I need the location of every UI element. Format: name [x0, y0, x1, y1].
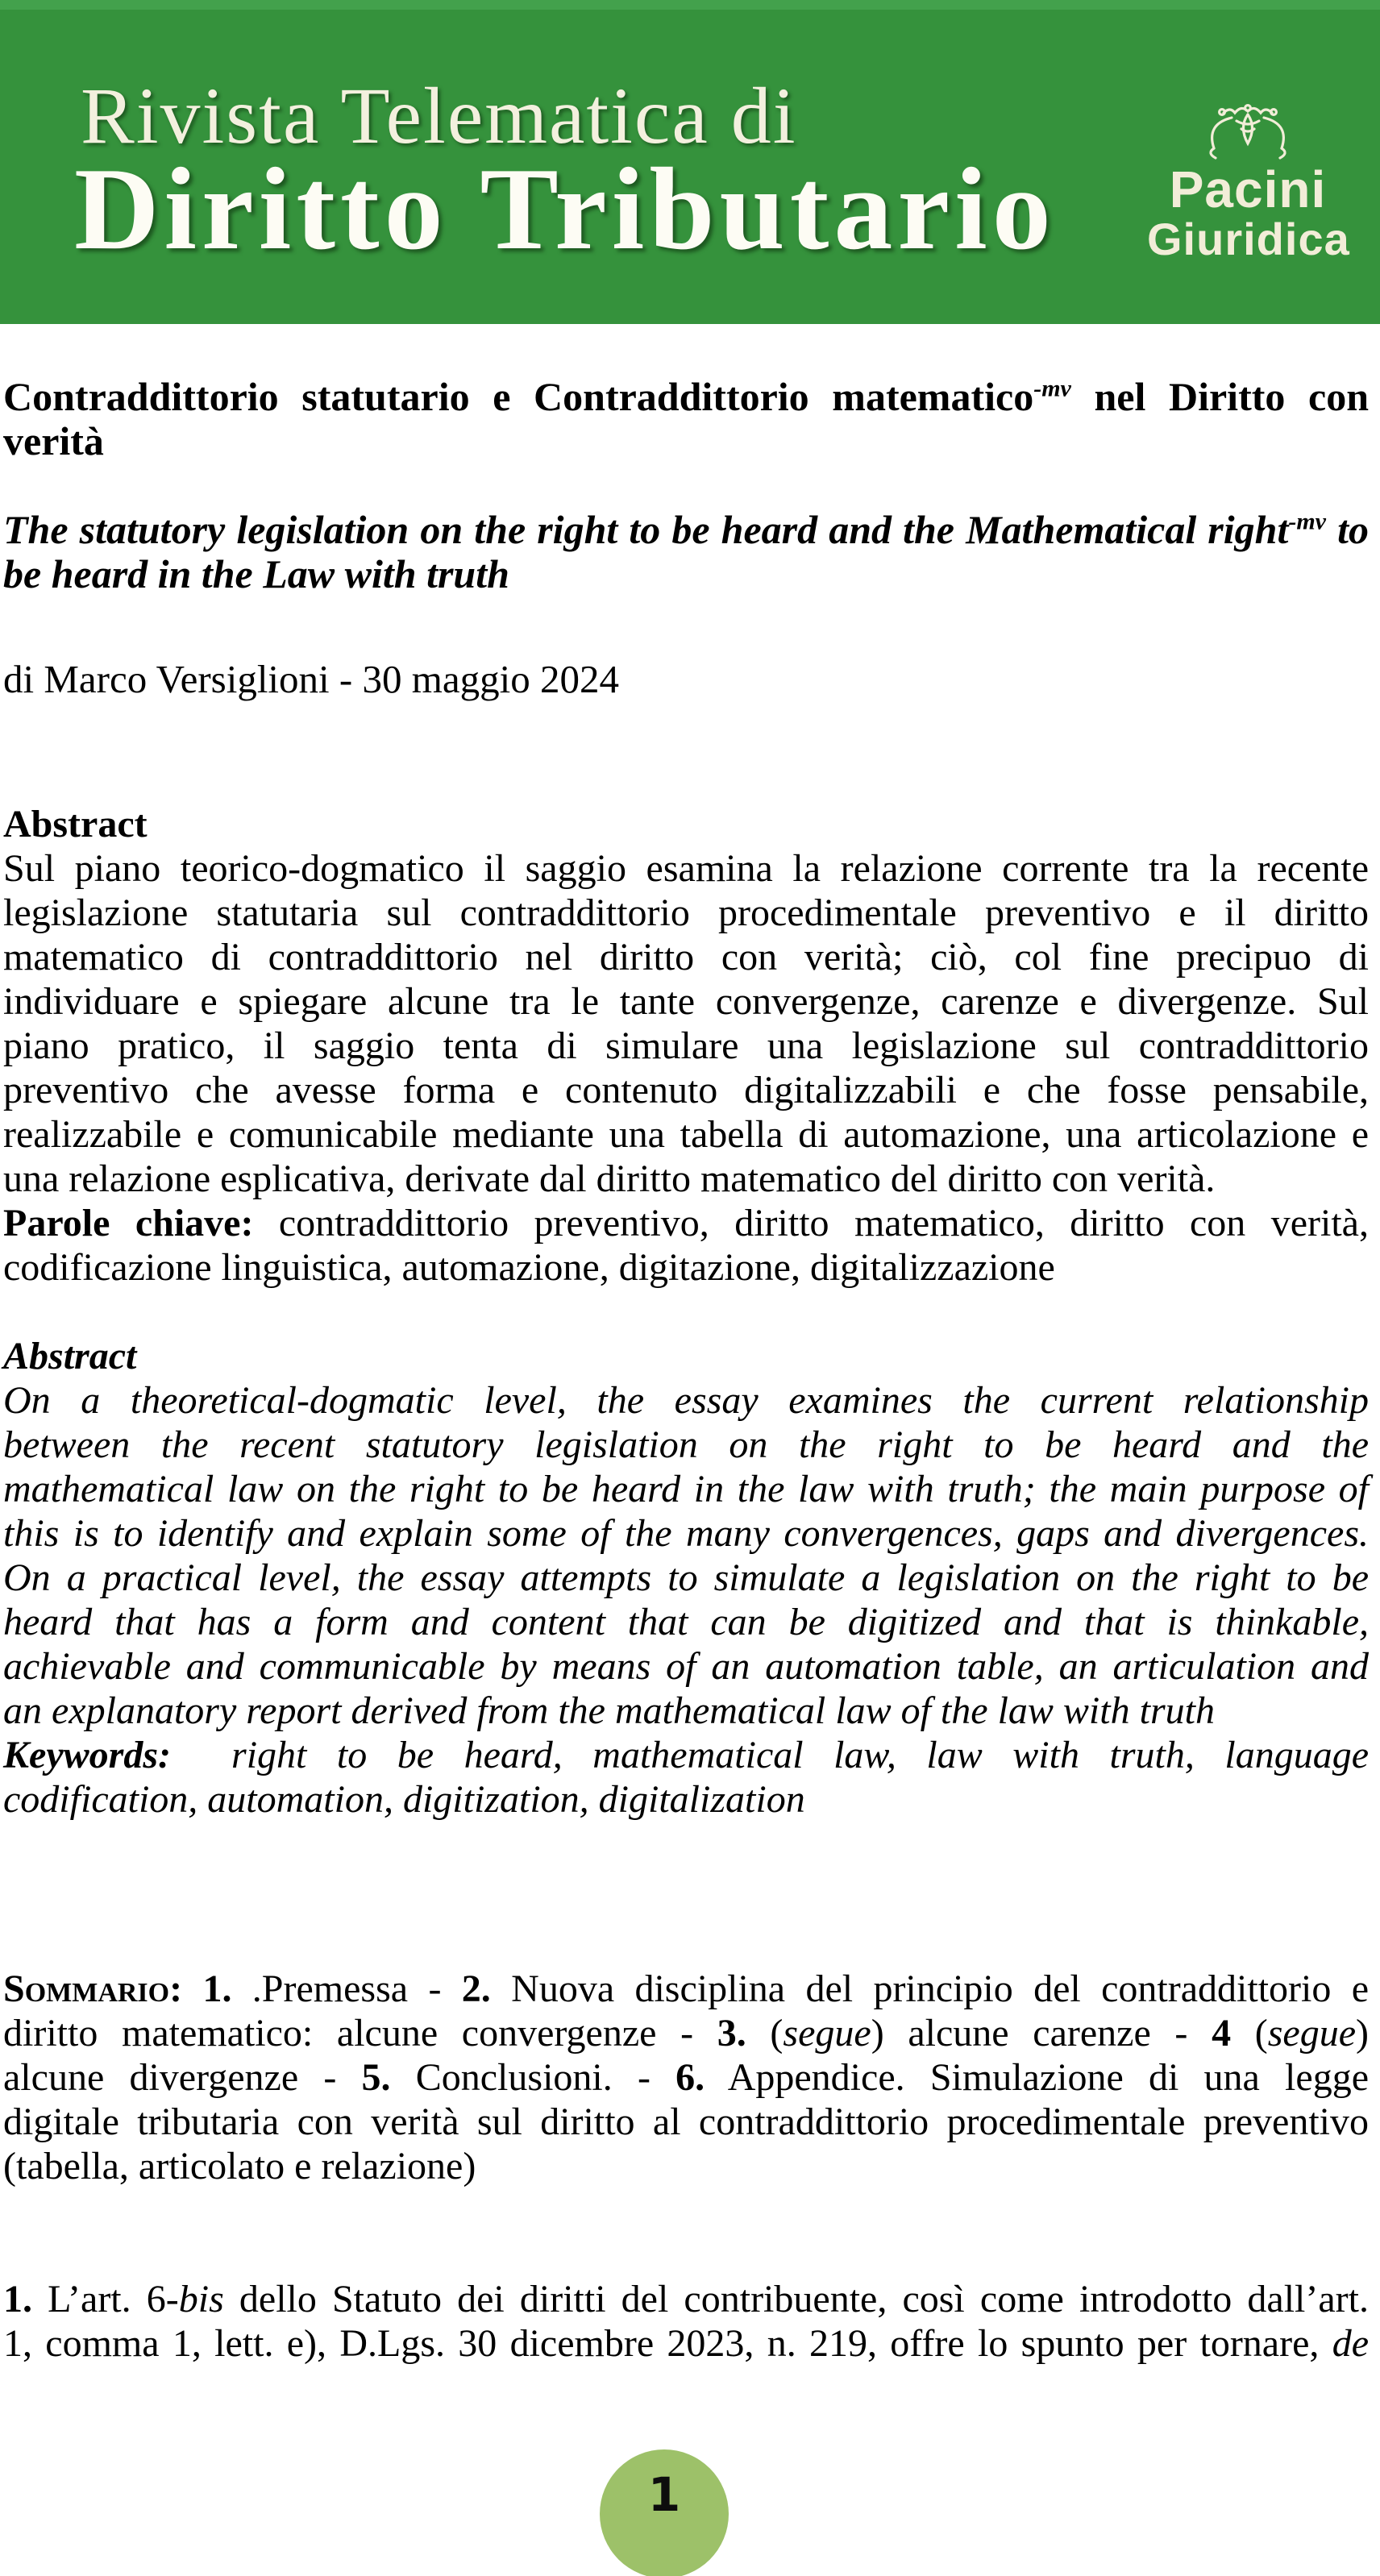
text-run: ) — [1356, 2012, 1370, 2055]
text-line — [3, 1157, 1369, 1201]
text-line — [3, 1511, 1369, 1556]
publisher-logo — [1147, 102, 1349, 262]
text-line — [3, 1423, 1369, 1467]
text-run: contraddittorio preventivo, diritto matematico, diritto con verità, — [253, 1202, 1369, 1244]
text-run: to — [1326, 507, 1369, 552]
text-run: be heard in the Law with truth — [3, 551, 509, 596]
text-run: 5. — [361, 2056, 391, 2099]
text-run: -mv — [1288, 508, 1326, 535]
text-run: between the recent statutory legislation on the right to be heard and the — [3, 1423, 1369, 1466]
sommario-outline — [3, 1967, 1369, 2188]
text-run: 1. — [3, 2278, 32, 2320]
text-run: Appendice. Simulazione di una legge — [705, 2056, 1369, 2099]
text-run: ) alcune carenze - — [871, 2012, 1212, 2055]
text-run: una relazione esplicativa, derivate dal diritto matematico del diritto con verità. — [3, 1157, 1216, 1200]
page-number: 1 — [647, 2467, 681, 2522]
pacini-crest-icon — [1195, 102, 1301, 161]
text-run: achievable and communicable by means of an automation table, an articulation and — [3, 1645, 1369, 1688]
text-run: this is to identify and explain some of the many convergences, gaps and divergences. — [3, 1512, 1369, 1555]
text-line — [3, 1112, 1369, 1157]
text-line — [3, 2055, 1369, 2100]
text-line — [3, 2011, 1369, 2055]
text-run: 6. — [675, 2056, 705, 2099]
text-run: The statutory legislation on the right to be heard and the Mathematical right — [3, 507, 1289, 552]
text-run: individuare e spiegare alcune tra le tante convergenze, carenze e divergenze. Sul — [3, 980, 1369, 1023]
text-run: de — [1332, 2322, 1369, 2365]
text-line — [3, 979, 1369, 1024]
text-run: dello Statuto dei diritti del contribuente, così come introdotto dall’art. — [223, 2278, 1369, 2320]
text-run: heard that has a form and content that can be digitized and that is thinkable, — [3, 1601, 1369, 1643]
text-line — [3, 1689, 1369, 1733]
text-run: Nuova disciplina del principio del contraddittorio e — [490, 1967, 1370, 2010]
text-run: ( — [1231, 2012, 1268, 2055]
text-run: bis — [178, 2278, 224, 2320]
text-run: mathematical law on the right to be heard in the law with truth; the main purpose of — [3, 1468, 1369, 1510]
text-line — [3, 1600, 1369, 1644]
abstract-english-paragraph — [3, 1378, 1369, 1733]
page-number-badge — [600, 2449, 729, 2576]
text-run: digitale tributaria con verità sul diritto al contraddittorio procedimentale preventivo — [3, 2100, 1369, 2143]
text-run: diritto matematico: alcune convergenze - — [3, 2012, 717, 2055]
text-run: Conclusioni. - — [390, 2056, 676, 2099]
keywords-italian — [3, 1201, 1369, 1290]
text-run: (tabella, articolato e relazione) — [3, 2145, 476, 2188]
text-line — [3, 419, 1369, 463]
abstract-italian-paragraph — [3, 846, 1369, 1201]
text-run: legislazione statutaria sul contraddittorio procedimentale preventivo e il diritto — [3, 891, 1369, 934]
text-run: an explanatory report derived from the mathematical law of the law with truth — [3, 1689, 1215, 1732]
text-run: 1, comma 1, lett. e), D.Lgs. 30 dicembre 2023, n. 219, offre lo spunto per tornare, — [3, 2322, 1332, 2365]
article-content — [0, 375, 1380, 2366]
article-title-english — [3, 508, 1369, 596]
text-run: right to be heard, mathematical law, law with truth, language — [170, 1734, 1369, 1776]
text-run: codification, automation, digitization, digitalization — [3, 1778, 805, 1821]
text-run: segue — [1267, 2012, 1357, 2055]
text-run: codificazione linguistica, automazione, digitazione, digitalizzazione — [3, 1246, 1055, 1289]
text-run: nel Diritto con — [1070, 374, 1370, 419]
text-run: On a practical level, the essay attempts to simulate a legislation on the right to be — [3, 1556, 1369, 1599]
text-line — [3, 1024, 1369, 1068]
text-line — [3, 935, 1369, 979]
text-run: -mv — [1033, 375, 1071, 402]
text-line — [3, 552, 1369, 596]
journal-banner — [0, 0, 1380, 324]
text-line — [3, 891, 1369, 935]
text-run: Sommario: — [3, 1967, 183, 2010]
text-line — [3, 1733, 1369, 1777]
abstract-english-heading: Abstract — [3, 1335, 137, 1377]
byline: di Marco Versiglioni - 30 maggio 2024 — [3, 657, 619, 701]
text-line — [3, 2100, 1369, 2144]
text-run: Sul piano teorico-dogmatico il saggio esamina la relazione corrente tra la recente — [3, 847, 1369, 890]
text-run: realizzabile e comunicabile mediante una tabella di automazione, una articolazione e — [3, 1113, 1369, 1156]
article-title-italian — [3, 375, 1369, 463]
text-run: matematico di contraddittorio nel diritto con verità; ciò, col fine precipuo di — [3, 936, 1369, 978]
text-line — [3, 2321, 1369, 2366]
abstract-italian-heading: Abstract — [3, 803, 148, 846]
text-line — [3, 2277, 1369, 2321]
text-line — [3, 1201, 1369, 1245]
text-run: segue — [783, 2012, 871, 2055]
journal-name-line2: Diritto Tributario — [74, 143, 1056, 274]
text-line — [3, 1967, 1369, 2011]
text-run: L’art. 6- — [32, 2278, 179, 2320]
text-run: preventivo che avesse forma e contenuto digitalizzabili e che fosse pensabile, — [3, 1069, 1369, 1111]
text-line — [3, 2144, 1369, 2188]
text-run: 3. — [717, 2012, 746, 2055]
text-run: piano pratico, il saggio tenta di simulare una legislazione sul contraddittorio — [3, 1024, 1369, 1067]
text-line — [3, 1378, 1369, 1423]
text-run: 1. — [182, 1967, 232, 2010]
text-line — [3, 508, 1369, 552]
text-run: ( — [746, 2012, 784, 2055]
text-run: On a theoretical-dogmatic level, the essay examines the current relationship — [3, 1379, 1369, 1422]
publisher-name-line1: Pacini — [1169, 160, 1327, 218]
body-paragraph-1 — [3, 2277, 1369, 2366]
text-line — [3, 1245, 1369, 1290]
text-run: Parole chiave: — [3, 1202, 254, 1244]
text-run: Keywords: — [3, 1734, 171, 1776]
text-line — [3, 1644, 1369, 1689]
text-run: 2. — [461, 1967, 491, 2010]
text-run: .Premessa - — [231, 1967, 462, 2010]
text-line — [3, 1467, 1369, 1511]
text-run: Contraddittorio statutario e Contraddittorio matematico — [3, 374, 1034, 419]
text-run: alcune divergenze - — [3, 2056, 362, 2099]
text-line — [3, 375, 1369, 419]
text-line — [3, 1068, 1369, 1112]
text-line — [3, 1777, 1369, 1822]
journal-name-line1: Rivista Telematica di — [81, 71, 797, 160]
text-run: 4 — [1212, 2012, 1232, 2055]
text-run: verità — [3, 418, 104, 463]
keywords-english — [3, 1733, 1369, 1822]
publisher-name-line2: Giuridica — [1147, 214, 1350, 264]
text-line — [3, 1556, 1369, 1600]
text-line — [3, 846, 1369, 891]
